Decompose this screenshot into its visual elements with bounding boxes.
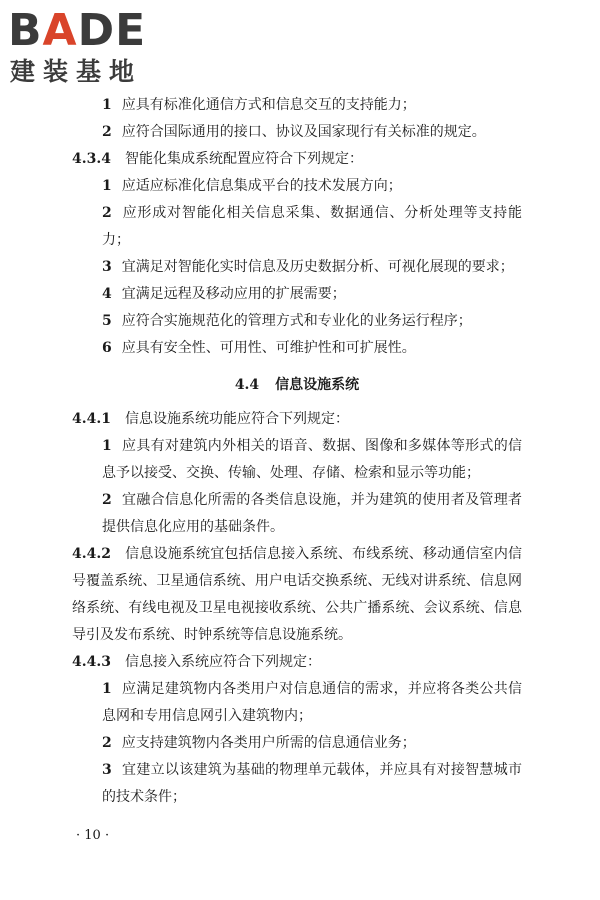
item-text: 宜融合信息化所需的各类信息设施，并为建筑的使用者及管理者提供信息化应用的基础条件。 [102, 492, 522, 535]
logo-letter-b: B [8, 5, 43, 56]
list-item [72, 308, 522, 335]
item-number: 1 [102, 438, 112, 454]
item-text: 宜建立以该建筑为基础的物理单元载体，并应具有对接智慧城市的技术条件； [102, 762, 522, 805]
list-item [72, 119, 522, 146]
clause-title: 信息接入系统应符合下列规定： [124, 654, 321, 670]
list-item [72, 487, 522, 541]
item-number: 3 [102, 259, 112, 275]
clause-text: 信息设施系统宜包括信息接入系统、布线系统、移动通信室内信号覆盖系统、卫星通信系统、用户电话交换系统、无线对讲系统、信息网络系统、有线电视及卫星电视接收系统、公共广播系统、会议系统、信息导引及发布系统、时钟系统等信息设施系统。 [72, 546, 522, 643]
item-text: 应支持建筑物内各类用户所需的信息通信业务； [121, 735, 416, 751]
item-number: 2 [102, 735, 112, 751]
clause-4-4-1 [72, 406, 522, 433]
item-text: 应适应标准化信息集成平台的技术发展方向； [121, 178, 402, 194]
list-item [72, 92, 522, 119]
bade-logo [8, 6, 178, 98]
item-text: 应符合实施规范化的管理方式和专业化的业务运行程序； [121, 313, 472, 329]
list-item [72, 281, 522, 308]
clause-4-3-4 [72, 146, 522, 173]
clause-4-4-3 [72, 649, 522, 676]
logo-subtitle: 建装基地 [10, 57, 143, 86]
document-body [72, 92, 522, 811]
clause-4-4-2 [72, 541, 522, 649]
item-number: 1 [102, 97, 112, 113]
clause-number: 4.4.2 [72, 546, 111, 562]
item-number: 5 [102, 313, 112, 329]
section-title: 信息设施系统 [275, 377, 360, 393]
page-number: · 10 · [76, 828, 110, 843]
item-number: 1 [102, 681, 112, 697]
clause-number: 4.4.1 [72, 411, 111, 427]
list-item [72, 730, 522, 757]
item-text: 应符合国际通用的接口、协议及国家现行有关标准的规定。 [121, 124, 486, 140]
list-item [72, 433, 522, 487]
item-number: 2 [102, 124, 112, 140]
list-item [72, 200, 522, 254]
section-number: 4.4 [234, 377, 260, 393]
clause-title: 信息设施系统功能应符合下列规定： [124, 411, 349, 427]
list-item [72, 335, 522, 362]
item-text: 应具有标准化通信方式和信息交互的支持能力； [121, 97, 416, 113]
logo-letter-a: A [42, 5, 78, 56]
clause-number: 4.4.3 [72, 654, 111, 670]
item-number: 2 [102, 205, 112, 221]
item-text: 应满足建筑物内各类用户对信息通信的需求，并应将各类公共信息网和专用信息网引入建筑物内； [102, 681, 522, 724]
item-number: 4 [102, 286, 112, 302]
section-heading [72, 370, 522, 400]
list-item [72, 173, 522, 200]
item-text: 应具有对建筑内外相关的语音、数据、图像和多媒体等形式的信息予以接受、交换、传输、处理、存储、检索和显示等功能； [102, 438, 522, 481]
list-item [72, 254, 522, 281]
list-item [72, 757, 522, 811]
clause-title: 智能化集成系统配置应符合下列规定： [124, 151, 363, 167]
list-item [72, 676, 522, 730]
clause-number: 4.3.4 [72, 151, 111, 167]
item-text: 宜满足远程及移动应用的扩展需要； [121, 286, 346, 302]
item-number: 2 [102, 492, 112, 508]
logo-letters-de: DE [77, 5, 147, 56]
item-text: 应具有安全性、可用性、可维护性和可扩展性。 [121, 340, 416, 356]
item-text: 宜满足对智能化实时信息及历史数据分析、可视化展现的要求； [121, 259, 514, 275]
logo-wordmark [8, 6, 146, 56]
item-number: 1 [102, 178, 112, 194]
item-text: 应形成对智能化相关信息采集、数据通信、分析处理等支持能力； [102, 205, 522, 248]
item-number: 6 [102, 340, 112, 356]
item-number: 3 [102, 762, 112, 778]
